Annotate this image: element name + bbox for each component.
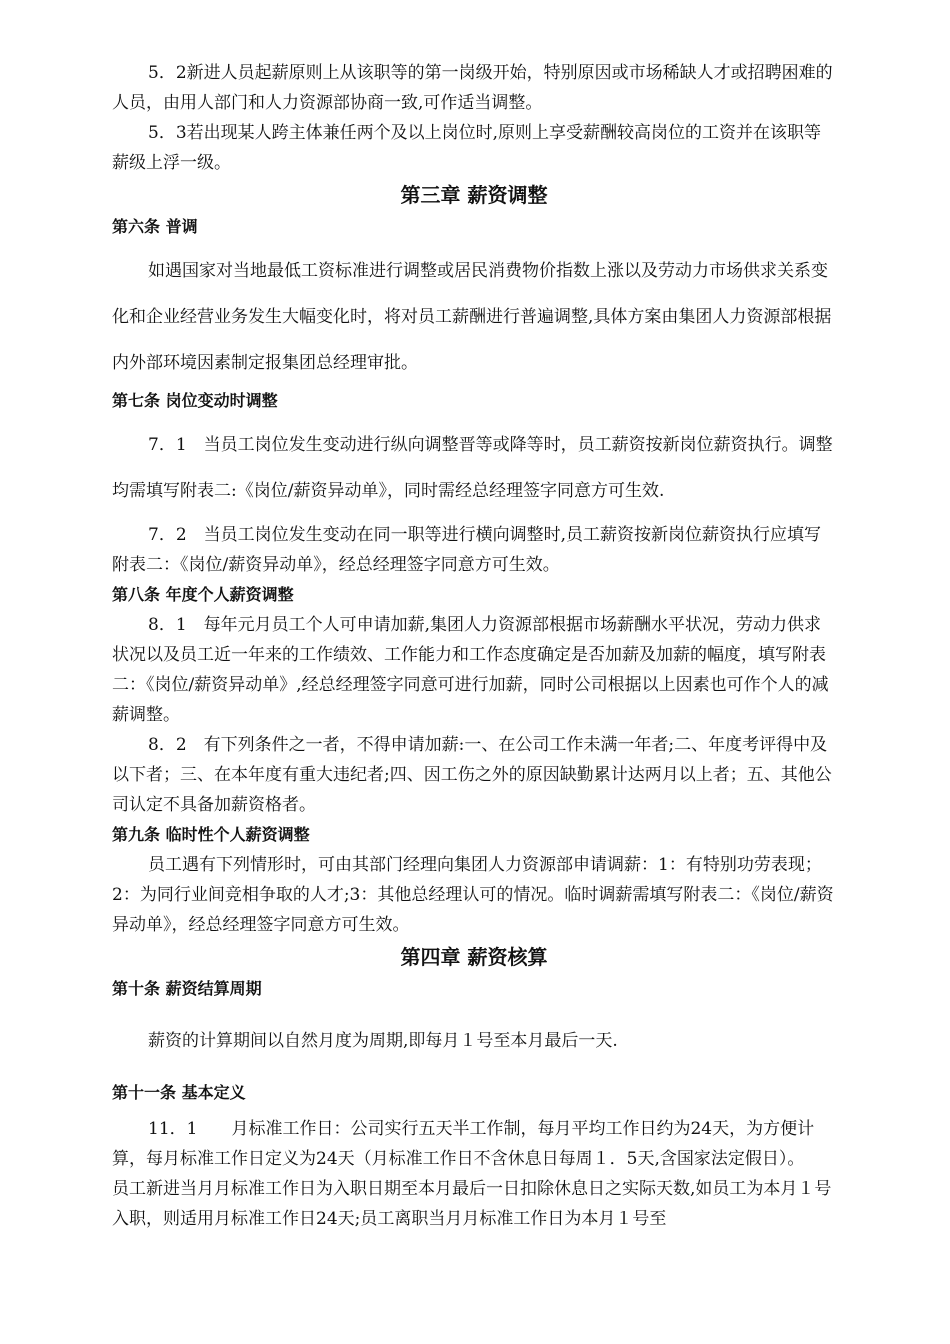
paragraph-8-1: 8．1 每年元月员工个人可申请加薪,集团人力资源部根据市场薪酬水平状况，劳动力供求状况以及员工近一年来的工作绩效、工作能力和工作态度确定是否加薪及加薪的幅度，填写附表二：《岗位/薪资异动单》,经总经理签字同意可进行加薪，同时公司根据以上因素也可作个人的减薪调整。 [112,615,829,725]
paragraph-7-1: 7．1 当员工岗位发生变动进行纵向调整晋等或降等时，员工薪资按新岗位薪资执行。调整均需填写附表二:《岗位/薪资异动单》，同时需经总经理签字同意方可生效. [112,435,833,501]
article-heading-7: 第七条 岗位变动时调整 [112,391,278,410]
paragraph-5-3: 5．3若出现某人跨主体兼任两个及以上岗位时,原则上享受薪酬较高岗位的工资并在该职等薪级上浮一级。 [112,123,822,173]
article-heading-10: 第十条 薪资结算周期 [112,979,262,998]
paragraph-5-2: 5．2新进人员起薪原则上从该职等的第一岗级开始，特别原因或市场稀缺人才或招聘困难的人员，由用人部门和人力资源部协商一致,可作适当调整。 [112,63,833,113]
paragraph-11-1-continued: 员工新进当月月标准工作日为入职日期至本月最后一日扣除休息日之实际天数,如员工为本月１号入职，则适用月标准工作日24天;员工离职当月月标准工作日为本月１号至 [112,1179,832,1229]
article-heading-11: 第十一条 基本定义 [112,1083,246,1102]
paragraph-6: 如遇国家对当地最低工资标准进行调整或居民消费物价指数上涨以及劳动力市场供求关系变化和企业经营业务发生大幅变化时，将对员工薪酬进行普遍调整,具体方案由集团人力资源部根据内外部环境因素制定报集团总经理审批。 [112,261,832,373]
paragraph-10: 薪资的计算期间以自然月度为周期,即每月１号至本月最后一天. [148,1031,618,1051]
paragraph-7-2: 7．2 当员工岗位发生变动在同一职等进行横向调整时,员工薪资按新岗位薪资执行应填写附表二：《岗位/薪资异动单》，经总经理签字同意方可生效。 [112,525,822,575]
chapter-heading-3: 第三章 薪资调整 [400,183,548,207]
document-body [112,58,836,1234]
paragraph-8-2: 8．2 有下列条件之一者，不得申请加薪:一、在公司工作未满一年者;二、年度考评得中及以下者；三、在本年度有重大违纪者;四、因工伤之外的原因缺勤累计达两月以上者；五、其他公司认定不具备加薪资格者。 [112,735,832,815]
paragraph-9: 员工遇有下列情形时，可由其部门经理向集团人力资源部申请调薪：1：有特别功劳表现；2：为同行业间竞相争取的人才;3：其他总经理认可的情况。临时调薪需填写附表二：《岗位/薪资异动单》，经总经理签字同意方可生效。 [112,855,834,935]
paragraph-11-1: 11．1 月标准工作日：公司实行五天半工作制，每月平均工作日约为24天，为方便计算，每月标准工作日定义为24天（月标准工作日不含休息日每周１．5天,含国家法定假日）。 [112,1119,815,1169]
article-heading-6: 第六条 普调 [112,217,198,236]
article-heading-9: 第九条 临时性个人薪资调整 [112,825,310,844]
article-heading-8: 第八条 年度个人薪资调整 [112,585,294,604]
chapter-heading-4: 第四章 薪资核算 [400,945,548,969]
